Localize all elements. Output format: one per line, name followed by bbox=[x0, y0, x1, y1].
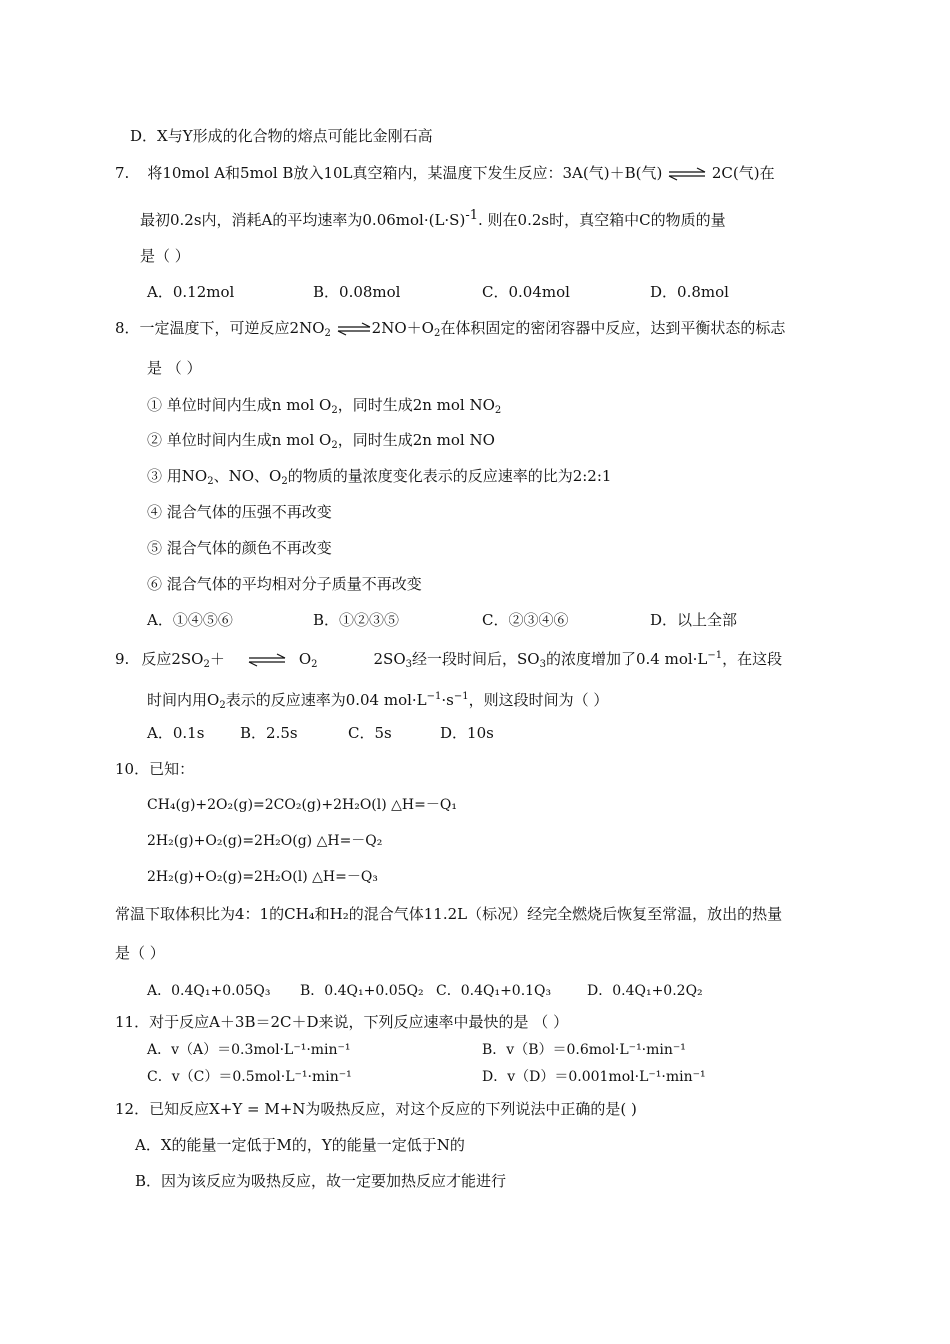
q8-text-1a: 8．一定温度下，可逆反应2NO bbox=[115, 319, 325, 337]
q12-heading: 12．已知反应X+Y = M+N为吸热反应，对这个反应的下列说法中正确的是( ) bbox=[115, 1100, 637, 1118]
q9-text-2c: ·s bbox=[441, 691, 454, 709]
q8-line-1 bbox=[115, 318, 785, 344]
q9-text-1g: ，在这段 bbox=[722, 650, 783, 668]
q7-option-a: A．0.12mol bbox=[147, 283, 235, 301]
q9-option-d: D．10s bbox=[440, 724, 494, 742]
q10-option-a: A．0.4Q₁+0.05Q₃ bbox=[147, 983, 271, 999]
q8-item-1b: ，同时生成2n mol NO bbox=[337, 396, 495, 414]
q11-option-c: C．v（C）＝0.5mol·L⁻¹·min⁻¹ bbox=[147, 1069, 352, 1085]
subscript: 2 bbox=[331, 405, 338, 416]
q12-option-b: B．因为该反应为吸热反应，故一定要加热反应才能进行 bbox=[135, 1172, 507, 1190]
q9-text-1d: 2SO bbox=[373, 650, 406, 668]
q7-line-3: 是（ ） bbox=[140, 247, 190, 265]
q8-item-3 bbox=[147, 466, 611, 492]
q9-text-2d: ，则这段时间为（ ） bbox=[468, 691, 609, 709]
q10-equation-3: 2H₂(g)+O₂(g)=2H₂O(l) △H=－Q₃ bbox=[147, 869, 378, 885]
subscript: 2 bbox=[494, 405, 502, 416]
q7-text-2b: . 则在0.2s时，真空箱中C的物质的量 bbox=[478, 211, 726, 229]
q8-item-2 bbox=[147, 430, 495, 456]
subscript: 2 bbox=[331, 440, 338, 451]
subscript: 2 bbox=[281, 476, 288, 487]
q6-option-d: D．X与Y形成的化合物的熔点可能比金刚石高 bbox=[130, 127, 433, 145]
q9-option-b: B．2.5s bbox=[240, 724, 298, 742]
q8-item-4: ④ 混合气体的压强不再改变 bbox=[147, 503, 332, 521]
q9-text-1e: 经一段时间后，SO bbox=[412, 650, 540, 668]
subscript: 2 bbox=[219, 700, 226, 711]
q9-text-1f: 的浓度增加了0.4 mol·L bbox=[545, 650, 708, 668]
q9-line-2 bbox=[147, 687, 608, 716]
q8-item-1a: ① 单位时间内生成n mol O bbox=[147, 396, 332, 414]
q9-text-2b: 表示的反应速率为0.04 mol·L bbox=[225, 691, 427, 709]
q9-text-1a: 反应2SO bbox=[141, 650, 204, 668]
q8-text-1b: 2NO＋O bbox=[371, 319, 434, 337]
q8-option-d: D．以上全部 bbox=[650, 611, 738, 629]
q10-line-2: 是（ ） bbox=[115, 944, 165, 962]
subscript: 2 bbox=[324, 328, 331, 339]
q9-text-2a: 时间内用O bbox=[147, 691, 220, 709]
q8-text-1c: 在体积固定的密闭容器中反应，达到平衡状态的标志 bbox=[440, 319, 786, 337]
q9-text-1b: ＋ bbox=[209, 650, 225, 668]
q10-option-d: D．0.4Q₁+0.2Q₂ bbox=[587, 983, 703, 999]
q7-text-1b: 2C(气)在 bbox=[711, 164, 775, 182]
q7-option-d: D．0.8mol bbox=[650, 283, 729, 301]
q7-line-1 bbox=[115, 163, 775, 183]
q10-line-1: 常温下取体积比为4：1的CH₄和H₂的混合气体11.2L（标况）经完全燃烧后恢复至常温，放出的热量 bbox=[115, 905, 783, 923]
q11-option-b: B．v（B）＝0.6mol·L⁻¹·min⁻¹ bbox=[482, 1042, 686, 1058]
q7-number: 7. bbox=[115, 164, 130, 182]
q8-item-1 bbox=[147, 395, 501, 421]
q11-heading: 11．对于反应A＋3B＝2C＋D来说，下列反应速率中最快的是 （ ） bbox=[115, 1013, 569, 1031]
q8-item-5: ⑤ 混合气体的颜色不再改变 bbox=[147, 539, 332, 557]
q9-number: 9. bbox=[115, 650, 130, 668]
q10-equation-1: CH₄(g)+2O₂(g)=2CO₂(g)+2H₂O(l) △H=－Q₁ bbox=[147, 797, 457, 813]
q7-line-2 bbox=[140, 206, 726, 230]
q10-equation-2: 2H₂(g)+O₂(g)=2H₂O(g) △H=－Q₂ bbox=[147, 833, 383, 849]
q11-option-d: D．v（D）＝0.001mol·L⁻¹·min⁻¹ bbox=[482, 1069, 706, 1085]
equilibrium-arrow-icon bbox=[336, 322, 372, 336]
q9-option-a: A．0.1s bbox=[147, 724, 205, 742]
q7-text-2a: 最初0.2s内，消耗A的平均速率为0.06mol·(L·S) bbox=[140, 211, 466, 229]
q9-line-1 bbox=[115, 646, 782, 675]
q10-option-b: B．0.4Q₁+0.05Q₂ bbox=[300, 983, 424, 999]
superscript: −1 bbox=[426, 691, 442, 702]
q8-item-2a: ② 单位时间内生成n mol O bbox=[147, 431, 332, 449]
q12-option-a: A．X的能量一定低于M的，Y的能量一定低于N的 bbox=[135, 1136, 465, 1154]
q10-heading: 10．已知： bbox=[115, 760, 195, 778]
q8-item-2b: ，同时生成2n mol NO bbox=[337, 431, 495, 449]
q8-item-3c: 的物质的量浓度变化表示的反应速率的比为2:2:1 bbox=[287, 467, 612, 485]
q8-item-6: ⑥ 混合气体的平均相对分子质量不再改变 bbox=[147, 575, 422, 593]
q8-item-3a: ③ 用NO bbox=[147, 467, 208, 485]
q7-option-b: B．0.08mol bbox=[313, 283, 401, 301]
subscript: 2 bbox=[311, 659, 318, 670]
superscript: −1 bbox=[453, 691, 469, 702]
q8-option-b: B．①②③⑤ bbox=[313, 611, 400, 629]
q7-text-1a: 将10mol A和5mol B放入10L真空箱内，某温度下发生反应：3A(气)＋B(气) bbox=[147, 164, 663, 182]
subscript: 2 bbox=[207, 476, 214, 487]
q8-option-c: C．②③④⑥ bbox=[482, 611, 569, 629]
subscript: 3 bbox=[539, 659, 546, 670]
superscript: −1 bbox=[707, 650, 723, 661]
q9-text-1c: O bbox=[298, 650, 312, 668]
q10-option-c: C．0.4Q₁+0.1Q₃ bbox=[436, 983, 552, 999]
q8-line-2: 是 （ ） bbox=[147, 359, 202, 377]
equilibrium-arrow-icon bbox=[247, 653, 287, 667]
equilibrium-arrow-icon bbox=[667, 167, 707, 181]
subscript: 3 bbox=[405, 659, 413, 670]
q11-option-a: A．v（A）＝0.3mol·L⁻¹·min⁻¹ bbox=[147, 1042, 351, 1058]
q9-option-c: C．5s bbox=[348, 724, 392, 742]
subscript: 2 bbox=[433, 328, 441, 339]
subscript: 2 bbox=[203, 659, 210, 670]
q8-option-a: A．①④⑤⑥ bbox=[147, 611, 233, 629]
q7-option-c: C．0.04mol bbox=[482, 283, 570, 301]
q8-item-3b: 、NO、O bbox=[213, 467, 282, 485]
q7-sup: -1 bbox=[465, 208, 478, 223]
